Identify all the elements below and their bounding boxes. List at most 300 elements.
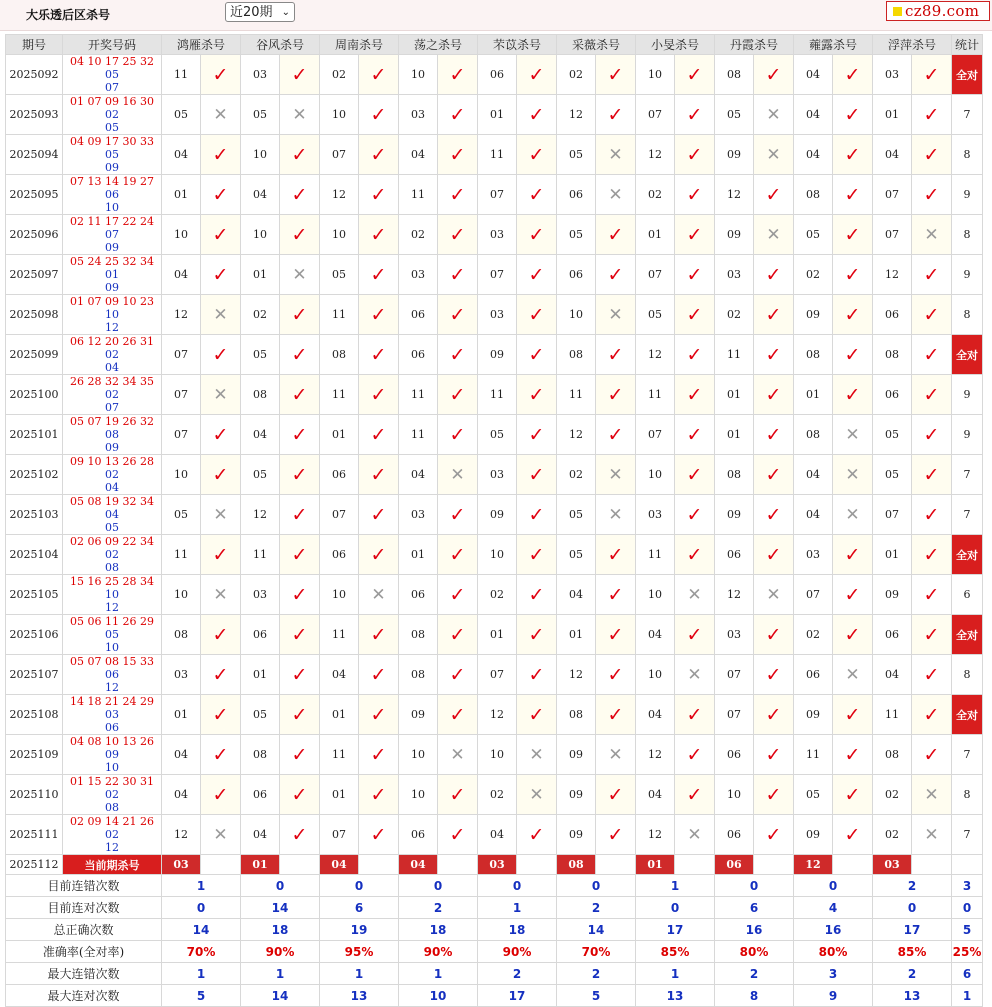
summary-value: 18 — [241, 919, 320, 941]
hit-mark — [833, 775, 873, 815]
draw-numbers — [63, 535, 162, 575]
cross-icon: ✕ — [687, 824, 702, 845]
hit-mark — [517, 495, 557, 535]
kill-number: 12 — [636, 335, 675, 375]
hit-mark — [754, 735, 794, 775]
stat-cell: 7 — [952, 735, 983, 775]
summary-value: 0 — [478, 875, 557, 897]
kill-number: 04 — [794, 495, 833, 535]
summary-value: 1 — [478, 897, 557, 919]
hit-mark — [359, 175, 399, 215]
kill-number: 04 — [162, 255, 201, 295]
front-numbers: 02 09 14 21 26 — [70, 815, 154, 828]
period-cell: 2025093 — [6, 95, 63, 135]
kill-number: 08 — [557, 695, 596, 735]
check-icon: ✓ — [212, 423, 229, 446]
hit-mark — [596, 255, 636, 295]
hit-mark — [754, 495, 794, 535]
check-icon: ✓ — [923, 583, 940, 606]
cross-icon: ✕ — [292, 264, 307, 285]
check-icon: ✓ — [291, 423, 308, 446]
current-kill-number: 01 — [241, 855, 280, 875]
col-header-predictor[interactable]: 谷风杀号 — [241, 35, 320, 55]
stat-cell: 全对 — [952, 695, 983, 735]
check-icon: ✓ — [607, 623, 624, 646]
check-icon: ✓ — [686, 543, 703, 566]
hit-mark — [438, 55, 478, 95]
hit-mark — [517, 215, 557, 255]
summary-value: 17 — [873, 919, 952, 941]
check-icon: ✓ — [923, 143, 940, 166]
kill-number: 01 — [478, 95, 517, 135]
kill-number: 08 — [715, 455, 754, 495]
back-number-1: 10 — [105, 588, 119, 601]
check-icon: ✓ — [686, 783, 703, 806]
stat-cell: 全对 — [952, 335, 983, 375]
hit-mark — [833, 615, 873, 655]
check-icon: ✓ — [607, 63, 624, 86]
check-icon: ✓ — [370, 63, 387, 86]
cross-icon: ✕ — [450, 744, 465, 765]
kill-number: 12 — [241, 495, 280, 535]
current-empty-cell — [517, 855, 557, 875]
hit-mark — [675, 55, 715, 95]
site-logo[interactable] — [886, 1, 990, 21]
summary-value: 25% — [952, 941, 983, 963]
table-row — [6, 815, 983, 855]
hit-mark — [912, 415, 952, 455]
summary-value: 10 — [399, 985, 478, 1007]
check-icon: ✓ — [923, 263, 940, 286]
kill-number: 07 — [162, 375, 201, 415]
kill-number: 09 — [873, 575, 912, 615]
summary-value: 4 — [794, 897, 873, 919]
check-icon: ✓ — [923, 423, 940, 446]
kill-number: 04 — [557, 575, 596, 615]
front-numbers: 05 07 08 15 33 — [70, 655, 154, 668]
check-icon: ✓ — [844, 103, 861, 126]
kill-number: 10 — [241, 135, 280, 175]
check-icon: ✓ — [923, 623, 940, 646]
kill-number: 09 — [478, 495, 517, 535]
check-icon: ✓ — [291, 303, 308, 326]
hit-mark — [596, 655, 636, 695]
check-icon: ✓ — [449, 663, 466, 686]
front-numbers: 02 06 09 22 34 — [70, 535, 154, 548]
hit-mark — [359, 695, 399, 735]
period-cell: 2025096 — [6, 215, 63, 255]
front-numbers: 05 24 25 32 34 — [70, 255, 154, 268]
back-number-1: 04 — [105, 508, 119, 521]
summary-value: 1 — [636, 875, 715, 897]
summary-value: 17 — [636, 919, 715, 941]
kill-number: 05 — [873, 455, 912, 495]
hit-mark — [438, 95, 478, 135]
period-cell: 2025108 — [6, 695, 63, 735]
check-icon: ✓ — [923, 503, 940, 526]
check-icon: ✓ — [370, 383, 387, 406]
kill-number: 05 — [162, 495, 201, 535]
check-icon: ✓ — [449, 583, 466, 606]
hit-mark — [912, 455, 952, 495]
hit-mark — [675, 215, 715, 255]
back-number-1: 02 — [105, 788, 119, 801]
hit-mark — [833, 695, 873, 735]
cross-icon: ✕ — [608, 184, 623, 205]
kill-number: 08 — [873, 735, 912, 775]
check-icon: ✓ — [528, 103, 545, 126]
hit-mark — [596, 415, 636, 455]
check-icon: ✓ — [528, 663, 545, 686]
check-icon: ✓ — [212, 263, 229, 286]
kill-number: 03 — [794, 535, 833, 575]
kill-number: 01 — [478, 615, 517, 655]
check-icon: ✓ — [844, 63, 861, 86]
kill-number: 04 — [873, 655, 912, 695]
stat-cell: 全对 — [952, 615, 983, 655]
table-row — [6, 535, 983, 575]
col-header-predictor[interactable]: 蕹露杀号 — [794, 35, 873, 55]
kill-number: 12 — [557, 655, 596, 695]
kill-number: 04 — [794, 95, 833, 135]
check-icon: ✓ — [449, 623, 466, 646]
check-icon: ✓ — [844, 143, 861, 166]
summary-value: 1 — [636, 963, 715, 985]
cross-icon: ✕ — [766, 224, 781, 245]
draw-numbers — [63, 55, 162, 95]
col-header-predictor[interactable]: 小旻杀号 — [636, 35, 715, 55]
check-icon: ✓ — [212, 743, 229, 766]
draw-numbers — [63, 215, 162, 255]
hit-mark — [596, 335, 636, 375]
kill-number: 09 — [794, 295, 833, 335]
kill-number: 04 — [162, 775, 201, 815]
check-icon: ✓ — [923, 543, 940, 566]
hit-mark — [675, 95, 715, 135]
check-icon: ✓ — [291, 583, 308, 606]
hit-mark — [833, 535, 873, 575]
summary-value: 70% — [557, 941, 636, 963]
check-icon: ✓ — [607, 783, 624, 806]
check-icon: ✓ — [370, 703, 387, 726]
kill-number: 12 — [636, 735, 675, 775]
check-icon: ✓ — [370, 303, 387, 326]
check-icon: ✓ — [765, 463, 782, 486]
back-number-2: 09 — [105, 241, 119, 254]
back-number-1: 08 — [105, 428, 119, 441]
kill-number: 01 — [715, 415, 754, 455]
draw-numbers — [63, 575, 162, 615]
chevron-down-icon: ⌄ — [281, 7, 290, 18]
kill-number: 02 — [241, 295, 280, 335]
current-kill-number: 03 — [162, 855, 201, 875]
check-icon: ✓ — [765, 743, 782, 766]
kill-number: 08 — [873, 335, 912, 375]
hit-mark — [280, 415, 320, 455]
kill-number: 11 — [478, 135, 517, 175]
summary-value: 14 — [557, 919, 636, 941]
hit-mark — [517, 615, 557, 655]
kill-number: 05 — [241, 95, 280, 135]
hit-mark — [912, 655, 952, 695]
col-header-predictor[interactable]: 周南杀号 — [320, 35, 399, 55]
kill-number: 08 — [241, 735, 280, 775]
summary-value: 16 — [794, 919, 873, 941]
check-icon: ✓ — [607, 343, 624, 366]
current-kill-number: 06 — [715, 855, 754, 875]
draw-numbers — [63, 735, 162, 775]
hit-mark — [359, 415, 399, 455]
current-empty-cell — [359, 855, 399, 875]
cross-icon: ✕ — [845, 664, 860, 685]
kill-number: 02 — [873, 815, 912, 855]
check-icon: ✓ — [686, 223, 703, 246]
kill-number: 04 — [241, 815, 280, 855]
hit-mark — [596, 695, 636, 735]
check-icon: ✓ — [212, 223, 229, 246]
check-icon: ✓ — [765, 183, 782, 206]
hit-mark — [596, 735, 636, 775]
cross-icon: ✕ — [213, 304, 228, 325]
period-cell: 2025092 — [6, 55, 63, 95]
kill-number: 12 — [162, 295, 201, 335]
summary-value: 19 — [320, 919, 399, 941]
check-icon: ✓ — [449, 783, 466, 806]
check-icon: ✓ — [528, 583, 545, 606]
back-number-1: 02 — [105, 108, 119, 121]
hit-mark — [359, 495, 399, 535]
col-header-predictor[interactable]: 采薇杀号 — [557, 35, 636, 55]
hit-mark — [359, 95, 399, 135]
kill-number: 12 — [162, 815, 201, 855]
hit-mark — [675, 775, 715, 815]
back-number-2: 10 — [105, 641, 119, 654]
hit-mark — [754, 55, 794, 95]
period-cell: 2025109 — [6, 735, 63, 775]
hit-mark — [833, 335, 873, 375]
cross-icon: ✕ — [687, 664, 702, 685]
kill-number: 02 — [715, 295, 754, 335]
kill-number: 04 — [636, 775, 675, 815]
kill-number: 07 — [794, 575, 833, 615]
hit-mark — [912, 695, 952, 735]
draw-numbers — [63, 615, 162, 655]
period-cell: 2025106 — [6, 615, 63, 655]
back-number-1: 02 — [105, 548, 119, 561]
check-icon: ✓ — [370, 183, 387, 206]
hit-mark — [438, 575, 478, 615]
hit-mark — [201, 135, 241, 175]
kill-number: 06 — [241, 615, 280, 655]
check-icon: ✓ — [370, 143, 387, 166]
table-row — [6, 335, 983, 375]
kill-number: 07 — [636, 415, 675, 455]
kill-number: 05 — [241, 335, 280, 375]
summary-value: 14 — [241, 985, 320, 1007]
check-icon: ✓ — [291, 623, 308, 646]
kill-number: 10 — [715, 775, 754, 815]
logo-text: cz89.com — [905, 2, 980, 20]
check-icon: ✓ — [923, 303, 940, 326]
hit-mark — [754, 615, 794, 655]
kill-number: 09 — [794, 695, 833, 735]
draw-numbers — [63, 335, 162, 375]
col-header-stat: 统计 — [952, 35, 983, 55]
kill-number: 12 — [557, 95, 596, 135]
col-header-predictor[interactable]: 鸿雁杀号 — [162, 35, 241, 55]
hit-mark — [596, 135, 636, 175]
cross-icon: ✕ — [213, 824, 228, 845]
hit-mark — [517, 455, 557, 495]
check-icon: ✓ — [923, 383, 940, 406]
check-icon: ✓ — [449, 103, 466, 126]
check-icon: ✓ — [449, 303, 466, 326]
kill-number: 01 — [715, 375, 754, 415]
kill-number: 10 — [162, 455, 201, 495]
kill-number: 08 — [162, 615, 201, 655]
hit-mark — [912, 535, 952, 575]
check-icon: ✓ — [528, 63, 545, 86]
kill-number: 07 — [162, 335, 201, 375]
current-empty-cell — [201, 855, 241, 875]
back-number-2: 09 — [105, 441, 119, 454]
stat-cell: 9 — [952, 415, 983, 455]
cross-icon: ✕ — [924, 784, 939, 805]
hit-mark — [280, 775, 320, 815]
check-icon: ✓ — [291, 223, 308, 246]
summary-value: 80% — [794, 941, 873, 963]
kill-number: 06 — [873, 295, 912, 335]
kill-number: 05 — [557, 535, 596, 575]
check-icon: ✓ — [844, 823, 861, 846]
hit-mark — [438, 175, 478, 215]
hit-mark — [754, 335, 794, 375]
front-numbers: 14 18 21 24 29 — [70, 695, 154, 708]
col-header-predictor[interactable]: 芣苡杀号 — [478, 35, 557, 55]
hit-mark — [201, 495, 241, 535]
cross-icon: ✕ — [213, 584, 228, 605]
table-row — [6, 135, 983, 175]
period-cell: 2025099 — [6, 335, 63, 375]
check-icon: ✓ — [765, 503, 782, 526]
check-icon: ✓ — [449, 823, 466, 846]
hit-mark — [517, 575, 557, 615]
period-select[interactable] — [225, 2, 295, 22]
check-icon: ✓ — [607, 223, 624, 246]
kill-number: 02 — [557, 455, 596, 495]
kill-number: 05 — [636, 295, 675, 335]
current-empty-cell — [675, 855, 715, 875]
summary-label: 最大连对次数 — [6, 985, 162, 1007]
table-row — [6, 775, 983, 815]
kill-number: 01 — [557, 615, 596, 655]
col-header-predictor[interactable]: 荡之杀号 — [399, 35, 478, 55]
period-cell: 2025111 — [6, 815, 63, 855]
hit-mark — [438, 495, 478, 535]
col-header-predictor[interactable]: 丹霞杀号 — [715, 35, 794, 55]
kill-number: 04 — [162, 735, 201, 775]
summary-value: 5 — [557, 985, 636, 1007]
hit-mark — [359, 375, 399, 415]
kill-number: 02 — [478, 775, 517, 815]
kill-number: 10 — [636, 455, 675, 495]
back-number-1: 05 — [105, 68, 119, 81]
back-number-2: 06 — [105, 721, 119, 734]
kill-number: 10 — [399, 55, 438, 95]
hit-mark — [675, 255, 715, 295]
hit-mark — [596, 215, 636, 255]
check-icon: ✓ — [291, 63, 308, 86]
back-number-2: 04 — [105, 481, 119, 494]
hit-mark — [675, 695, 715, 735]
cross-icon: ✕ — [608, 464, 623, 485]
hit-mark — [201, 695, 241, 735]
hit-mark — [359, 335, 399, 375]
summary-value: 0 — [557, 875, 636, 897]
summary-value: 14 — [241, 897, 320, 919]
summary-value: 1 — [241, 963, 320, 985]
table-row — [6, 95, 983, 135]
kill-number: 06 — [873, 615, 912, 655]
check-icon: ✓ — [449, 143, 466, 166]
check-icon: ✓ — [291, 543, 308, 566]
summary-label: 最大连错次数 — [6, 963, 162, 985]
check-icon: ✓ — [528, 143, 545, 166]
hit-mark — [359, 655, 399, 695]
check-icon: ✓ — [923, 183, 940, 206]
kill-number: 02 — [794, 615, 833, 655]
hit-mark — [596, 175, 636, 215]
cross-icon: ✕ — [766, 584, 781, 605]
kill-number: 07 — [320, 815, 359, 855]
table-row — [6, 575, 983, 615]
hit-mark — [201, 615, 241, 655]
kill-number: 06 — [478, 55, 517, 95]
col-header-predictor[interactable]: 浮萍杀号 — [873, 35, 952, 55]
kill-number: 03 — [478, 215, 517, 255]
hit-mark — [280, 575, 320, 615]
kill-number: 04 — [873, 135, 912, 175]
check-icon: ✓ — [528, 463, 545, 486]
check-icon: ✓ — [923, 663, 940, 686]
check-icon: ✓ — [528, 423, 545, 446]
current-kill-label: 当前期杀号 — [63, 855, 162, 875]
summary-value: 85% — [873, 941, 952, 963]
kill-number: 03 — [478, 295, 517, 335]
table-row — [6, 695, 983, 735]
check-icon: ✓ — [765, 63, 782, 86]
hit-mark — [833, 55, 873, 95]
hit-mark — [596, 55, 636, 95]
hit-mark — [912, 295, 952, 335]
back-number-1: 05 — [105, 628, 119, 641]
hit-mark — [833, 215, 873, 255]
kill-number: 05 — [162, 95, 201, 135]
kill-number: 05 — [320, 255, 359, 295]
hit-mark — [201, 55, 241, 95]
summary-value: 18 — [399, 919, 478, 941]
current-period-row — [6, 855, 983, 875]
kill-number: 03 — [399, 95, 438, 135]
hit-mark — [833, 655, 873, 695]
check-icon: ✓ — [449, 223, 466, 246]
kill-number: 07 — [636, 95, 675, 135]
check-icon: ✓ — [844, 343, 861, 366]
period-cell: 2025107 — [6, 655, 63, 695]
kill-number: 04 — [399, 455, 438, 495]
back-number-2: 09 — [105, 281, 119, 294]
hit-mark — [675, 815, 715, 855]
